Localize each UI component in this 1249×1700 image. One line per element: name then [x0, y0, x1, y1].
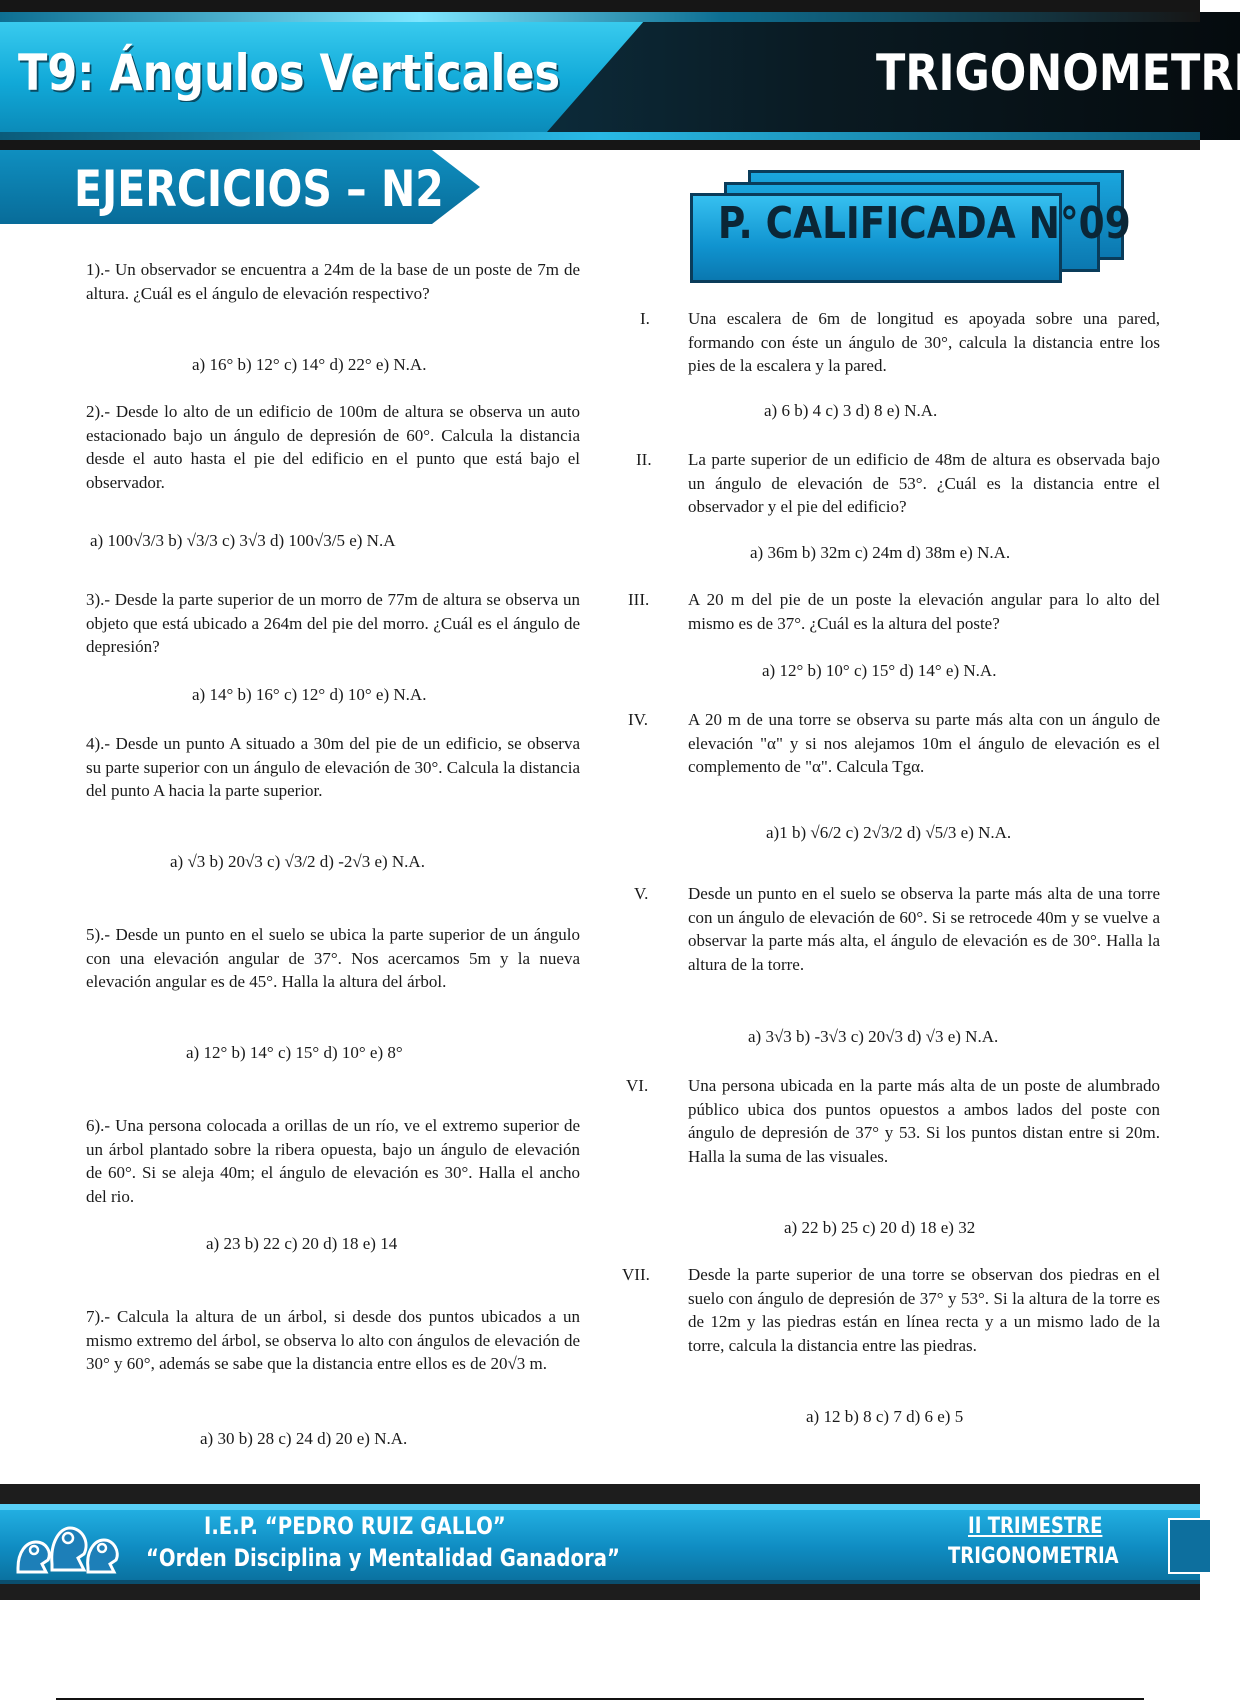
problem-II-text: La parte superior de un edificio de 48m de altura es observada bajo un ángulo de elevación de 53°. ¿Cuál es la distancia entre el observador y el pie del edificio? [688, 450, 1160, 516]
problem-VI-options: a) 22 b) 25 c) 20 d) 18 e) 32 [784, 1218, 976, 1237]
problem-V-text: Desde un punto en el suelo se observa la parte más alta de una torre con un ángulo de elevación de 60°. Si se retrocede 40m y se vuelve a observar la parte más alta, el ángulo de elevación es de 30°. Halla la altura de la torre. [688, 884, 1160, 974]
term-label: II TRIMESTRE [968, 1514, 1103, 1539]
problem-III-options: a) 12° b) 10° c) 15° d) 14° e) N.A. [762, 661, 997, 680]
header-bottom-streak [0, 132, 1200, 140]
problem-VII-options: a) 12 b) 8 c) 7 d) 6 e) 5 [806, 1407, 964, 1426]
problem-IV-text: A 20 m de una torre se observa su parte más alta con un ángulo de elevación "α" y si nos alejamos 10m el ángulo de elevación es el complemento de "α". Calcula Tgα. [688, 710, 1160, 776]
footer-lowline [0, 1580, 1200, 1584]
exercise-4-text: 4).- Desde un punto A situado a 30m del pie de un edificio, se observa su parte superior con un ángulo de elevación de 30°. Calcula la distancia del punto A hacia la parte superior. [86, 734, 580, 800]
problem-IV-options: a)1 b) √6/2 c) 2√3/2 d) √5/3 e) N.A. [766, 823, 1012, 842]
exercise-5-options: a) 12° b) 14° c) 15° d) 10° e) 8° [186, 1043, 403, 1062]
exercise-6-options: a) 23 b) 22 c) 20 d) 18 e) 14 [206, 1234, 398, 1253]
exercise-7-options: a) 30 b) 28 c) 24 d) 20 e) N.A. [200, 1429, 408, 1448]
exercise-2-options: a) 100√3/3 b) √3/3 c) 3√3 d) 100√3/5 e) N.A [90, 531, 396, 550]
problem-I-options: a) 6 b) 4 c) 3 d) 8 e) N.A. [764, 401, 938, 420]
footer-highlight [0, 1504, 1200, 1510]
problem-I-number: I. [640, 309, 650, 328]
exercise-1-text: 1).- Un observador se encuentra a 24m de la base de un poste de 7m de altura. ¿Cuál es el ángulo de elevación respectivo? [86, 260, 580, 303]
exercise-6-text: 6).- Una persona colocada a orillas de un río, ve el extremo superior de un árbol plantado sobre la ribera opuesta, bajo un ángulo de elevación de 60°. Si se aleja 40m; el ángulo de elevación es 30°. Halla el ancho del rio. [86, 1116, 580, 1206]
problem-II-number: II. [636, 450, 652, 469]
problem-III-text: A 20 m del pie de un poste la elevación angular para lo alto del mismo es de 37°. ¿Cuál es la altura del poste? [688, 590, 1160, 633]
exercise-2-text: 2).- Desde lo alto de un edificio de 100m de altura se observa un auto estacionado bajo un ángulo de depresión de 60°. Calcula la distancia desde el auto hasta el pie del edificio en el punto que está bajo el observador. [86, 402, 580, 492]
header-top-streak [0, 12, 1200, 22]
subject-title: TRIGONOMETRI [876, 44, 1249, 102]
problem-VI-text: Una persona ubicada en la parte más alta de un poste de alumbrado público ubica dos puntos opuestos a ambos lados del poste con ángulo de depresión de 37° y 53. Si los puntos distan entre si 20m. Halla la suma de las visuales. [688, 1076, 1160, 1166]
footer-end-box [1168, 1518, 1212, 1574]
problem-II-options: a) 36m b) 32m c) 24m d) 38m e) N.A. [750, 543, 1011, 562]
problem-V-options: a) 3√3 b) -3√3 c) 20√3 d) √3 e) N.A. [748, 1027, 999, 1046]
page-title: T9: Ángulos Verticales [18, 44, 561, 102]
problem-I-text: Una escalera de 6m de longitud es apoyada sobre una pared, formando con éste un ángulo de 30°, calcula la distancia entre los pies de la escalera y la pared. [688, 309, 1160, 375]
exercise-3-options: a) 14° b) 16° c) 12° d) 10° e) N.A. [192, 685, 427, 704]
calificada-title: P. CALIFICADA N°09 [717, 198, 1131, 249]
problem-IV-number: IV. [628, 710, 648, 729]
page-footer [0, 1484, 1200, 1600]
exercise-3-text: 3).- Desde la parte superior de un morro de 77m de altura se observa un objeto que está ubicado a 264m del pie del morro. ¿Cuál es el ángulo de depresión? [86, 590, 580, 656]
problem-VII-number: VII. [622, 1265, 650, 1284]
exercise-1-options: a) 16° b) 12° c) 14° d) 22° e) N.A. [192, 355, 427, 374]
exercise-5-text: 5).- Desde un punto en el suelo se ubica la parte superior de un ángulo con una elevación angular de 37°. Nos acercamos 5m y la nueva elevación angular es de 45°. Halla la altura del árbol. [86, 925, 580, 991]
exercise-7-text: 7).- Calcula la altura de un árbol, si desde dos puntos ubicados a un mismo extremo del árbol, se observa lo alto con ángulos de elevación de 30° y 60°, además se sabe que la distancia entre ellos es de 20√3 m. [86, 1307, 580, 1373]
school-name: I.E.P. “PEDRO RUIZ GALLO” [204, 1512, 506, 1540]
exercises-title: EJERCICIOS – N2 [74, 160, 444, 218]
problem-III-number: III. [628, 590, 650, 609]
exercise-4-options: a) √3 b) 20√3 c) √3/2 d) -2√3 e) N.A. [170, 852, 425, 871]
school-logo [12, 1512, 124, 1582]
problem-VI-number: VI. [626, 1076, 649, 1095]
problem-V-number: V. [634, 884, 649, 903]
problem-VII-text: Desde la parte superior de una torre se observan dos piedras en el suelo con ángulo de depresión de 37° y 53°. Si la altura de la torre es de 12m y las piedras están en línea recta y a un mismo lado de la torre, calcula la distancia entre las piedras. [688, 1265, 1160, 1355]
footer-subject: TRIGONOMETRIA [948, 1544, 1119, 1569]
school-motto: “Orden Disciplina y Mentalidad Ganadora” [146, 1544, 620, 1572]
